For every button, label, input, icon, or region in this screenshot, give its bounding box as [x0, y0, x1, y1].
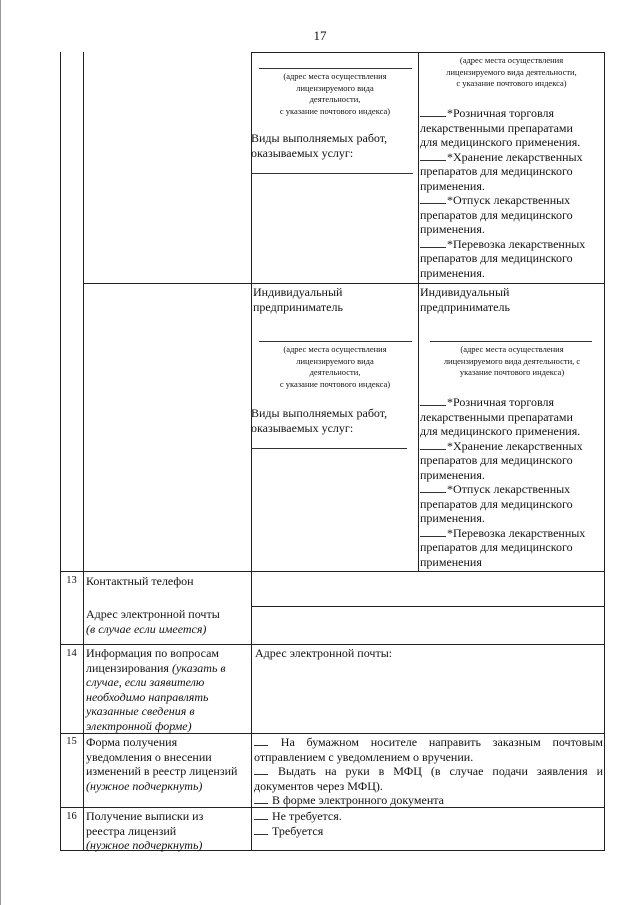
service-item: *Розничная торговля — [420, 395, 604, 410]
check-blank — [420, 106, 446, 117]
option-mfc: Выдать на руки в МФЦ (в случае подачи заявления и — [254, 764, 603, 779]
page-edge — [0, 0, 1, 905]
info-label: Информация по вопросам лицензирования (указать в случае, если заявителю необходимо направлять указанные сведения в электронной форме) — [86, 646, 226, 733]
check-blank — [420, 482, 446, 493]
check-blank — [420, 193, 446, 204]
table-border-left — [60, 52, 61, 850]
service-item: *Хранение лекарственных — [420, 439, 604, 454]
row-divider — [60, 733, 605, 734]
row-divider — [60, 644, 605, 645]
services-label: Виды выполняемых работ, оказываемых услуг: — [251, 406, 388, 435]
row-divider — [251, 606, 605, 607]
table-border-label — [251, 52, 252, 850]
service-item: *Перевозка лекарственных — [420, 526, 604, 541]
table-border-right — [604, 52, 605, 850]
option-electronic: В форме электронного документа — [254, 793, 603, 808]
service-item: *Отпуск лекарственных — [420, 193, 604, 208]
row-number: 15 — [66, 736, 77, 747]
address-caption: (адрес места осуществления лицензируемого вида деятельности, с указание почтового индекса) — [279, 344, 391, 389]
row-divider — [83, 283, 605, 284]
check-blank — [420, 439, 446, 450]
email-label: Адрес электронной почты (в случае если имеется) — [86, 607, 220, 636]
page-number: 17 — [313, 28, 327, 43]
table-border-num — [83, 52, 84, 850]
services-list: *Розничная торговля лекарственными препаратами для медицинского применения. *Хранение лекарственных препаратов для медицинского применения. *Отпуск лекарственных препаратов для медицинского применения. *Перевозка лекарственных препаратов для медицинского применения. — [420, 106, 604, 280]
check-blank — [254, 793, 268, 804]
table-border-mid — [418, 52, 419, 571]
extract-label: Получение выписки из реестра лицензий (нужное подчеркнуть) — [86, 809, 204, 852]
notify-options: На бумажном носителе направить заказным почтовым отправлением с уведомлением о вручении. Выдать на руки в МФЦ (в случае подачи заявления и документов через МФЦ). В форме электронного документа — [254, 735, 604, 807]
address-underline — [259, 68, 412, 69]
email-value-label: Адрес электронной почты: — [255, 646, 393, 660]
ip-label-right: Индивидуальный предприниматель — [420, 285, 510, 314]
phone-label: Контактный телефон — [86, 574, 194, 588]
row-number: 13 — [66, 575, 77, 586]
check-blank — [420, 237, 446, 248]
service-item: *Розничная торговля — [420, 106, 604, 121]
check-blank — [254, 764, 268, 775]
extract-options — [254, 809, 603, 838]
services-label: Виды выполняемых работ, оказываемых услуг: — [251, 131, 388, 160]
address-caption: (адрес места осуществления лицензируемого вида деятельности, с указание почтового индекса) — [279, 71, 391, 116]
check-blank — [254, 824, 268, 835]
services-list: *Розничная торговля лекарственными препаратами для медицинского применения. *Хранение лекарственных препаратов для медицинского применения. *Отпуск лекарственных препаратов для медицинского применения. *Перевозка лекарственных препаратов для медицинского применения — [420, 395, 604, 569]
service-item: *Перевозка лекарственных — [420, 237, 604, 252]
address-underline — [259, 341, 412, 342]
services-underline — [251, 173, 413, 174]
row-number: 16 — [66, 811, 77, 822]
services-underline — [251, 448, 407, 449]
row-divider — [60, 571, 605, 572]
address-underline — [430, 341, 592, 342]
service-item: *Отпуск лекарственных — [420, 482, 604, 497]
check-blank — [420, 395, 446, 406]
notify-form-label: Форма получения уведомления о внесении изменений в реестр лицензий (нужное подчеркнуть) — [86, 735, 238, 793]
ip-label: Индивидуальный предприниматель — [253, 285, 343, 314]
check-blank — [254, 735, 268, 746]
check-blank — [254, 809, 268, 820]
check-blank — [420, 526, 446, 537]
option-paper: На бумажном носителе направить заказным почтовым — [254, 735, 603, 750]
check-blank — [420, 150, 446, 161]
option-not-required: Не требуется. — [254, 809, 603, 824]
address-caption-right: (адрес места осуществления лицензируемого вида деятельности, с указание почтового индекса) — [443, 344, 581, 377]
service-item: *Хранение лекарственных — [420, 150, 604, 165]
address-caption-right: (адрес места осуществления лицензируемого вида деятельности, с указание почтового индекса) — [446, 55, 577, 88]
row-number: 14 — [66, 648, 77, 659]
table-top — [251, 52, 605, 53]
option-required: Требуется — [254, 824, 603, 839]
